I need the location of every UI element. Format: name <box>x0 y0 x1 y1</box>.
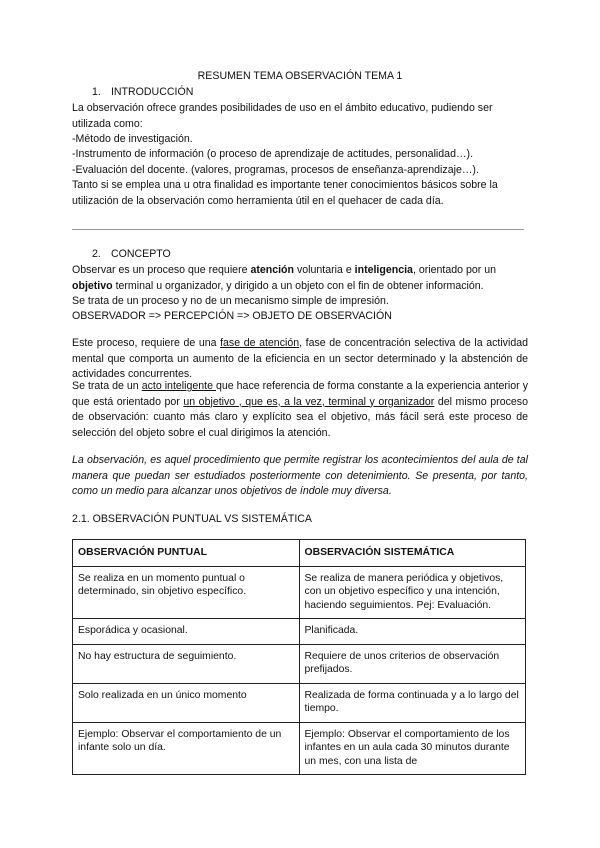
intro-closing-paragraph: Tanto si se emplea una u otra finalidad es importante tener conocimientos básicos sobre la utilización de la observación como herramienta útil en el quehacer de cada día. <box>72 179 498 207</box>
section-heading-introduccion <box>92 86 193 98</box>
document-title: RESUMEN TEMA OBSERVACIÓN TEMA 1 <box>197 70 403 82</box>
horizontal-divider <box>72 229 524 230</box>
underlined-term: fase de atención <box>220 337 300 349</box>
table-header-cell: OBSERVACIÓN SISTEMÁTICA <box>299 540 526 567</box>
table-header-row <box>73 540 526 567</box>
table-header-cell: OBSERVACIÓN PUNTUAL <box>73 540 300 567</box>
intelligent-act-paragraph: Se trata de un acto inteligente que hace referencia de forma constante a la experiencia anterior y que está orientado por un objetivo , que es, a la vez, terminal y organizador del mismo proceso de observación: cuanto más claro y explícito sea el objetivo, más fácil será este proceso de selección del objeto sobre el cual dirigimos la atención. <box>72 380 528 439</box>
bold-term: inteligencia <box>354 264 413 276</box>
subsection-heading: 2.1. OBSERVACIÓN PUNTUAL VS SISTEMÁTICA <box>72 513 312 525</box>
comparison-table <box>72 539 526 775</box>
section-heading-concepto <box>92 248 171 260</box>
list-item: -Método de investigación. <box>72 133 193 145</box>
table-row <box>73 683 526 722</box>
process-sentence: Se trata de un proceso y no de un mecanismo simple de impresión. <box>72 295 389 307</box>
intro-paragraph: La observación ofrece grandes posibilidades de uso en el ámbito educativo, pudiendo ser utilizada como: <box>72 102 493 130</box>
table-cell: Planificada. <box>299 619 526 645</box>
table-cell: Ejemplo: Observar el comportamiento de los infantes en un aula cada 30 minutos durante un mes, con una lista de <box>299 722 526 775</box>
table-cell: Solo realizada en un único momento <box>73 683 300 722</box>
table-cell: No hay estructura de seguimiento. <box>73 644 300 683</box>
table-row <box>73 619 526 645</box>
table-row <box>73 566 526 619</box>
bold-term: atención <box>250 264 294 276</box>
list-item: -Instrumento de información (o proceso de aprendizaje de actitudes, personalidad…). <box>72 148 474 160</box>
table-cell: Requiere de unos criterios de observación prefijados. <box>299 644 526 683</box>
table-cell: Se realiza de manera periódica y objetivos, con un objetivo específico y una intención, haciendo seguimientos. Pej: Evaluación. <box>299 566 526 619</box>
table-cell: Ejemplo: Observar el comportamiento de un infante solo un día. <box>73 722 300 775</box>
attention-paragraph: Este proceso, requiere de una fase de atención, fase de concentración selectiva de la actividad mental que comporta un aumento de la eficiencia en un sector determinado y la abstención de actividades concurrentes. <box>72 337 529 380</box>
section-number: 2. <box>92 248 101 260</box>
table-row <box>73 644 526 683</box>
underlined-term: acto inteligente <box>141 380 216 392</box>
table-row <box>73 722 526 775</box>
list-item: -Evaluación del docente. (valores, programas, procesos de enseñanza-aprendizaje…). <box>72 164 479 176</box>
underlined-term: un objetivo , que es, a la vez, terminal y organizador <box>183 395 435 408</box>
table-cell: Esporádica y ocasional. <box>73 619 300 645</box>
table-cell: Realizada de forma continuada y a lo largo del tiempo. <box>299 683 526 722</box>
section-number: 1. <box>92 86 101 98</box>
bold-term: objetivo <box>72 279 113 292</box>
table-cell: Se realiza en un momento puntual o determinado, sin objetivo específico. <box>73 566 300 619</box>
definition-paragraph: La observación, es aquel procedimiento que permite registrar los acontecimientos del aula de tal manera que puedan ser estudiados posteriormente con detenimiento. Se presenta, por tanto, como un medio para alcanzar unos objetivos de índole muy diversa. <box>72 454 528 497</box>
concept-paragraph: Observar es un proceso que requiere atención voluntaria e inteligencia, orientado por un objetivo terminal u organizador, y dirigido a un objeto con el fin de obtener información. <box>72 264 496 292</box>
observation-flow: OBSERVADOR => PERCEPCIÓN => OBJETO DE OBSERVACIÓN <box>72 310 392 322</box>
section-title: CONCEPTO <box>110 248 171 260</box>
section-title: INTRODUCCIÓN <box>110 86 194 98</box>
